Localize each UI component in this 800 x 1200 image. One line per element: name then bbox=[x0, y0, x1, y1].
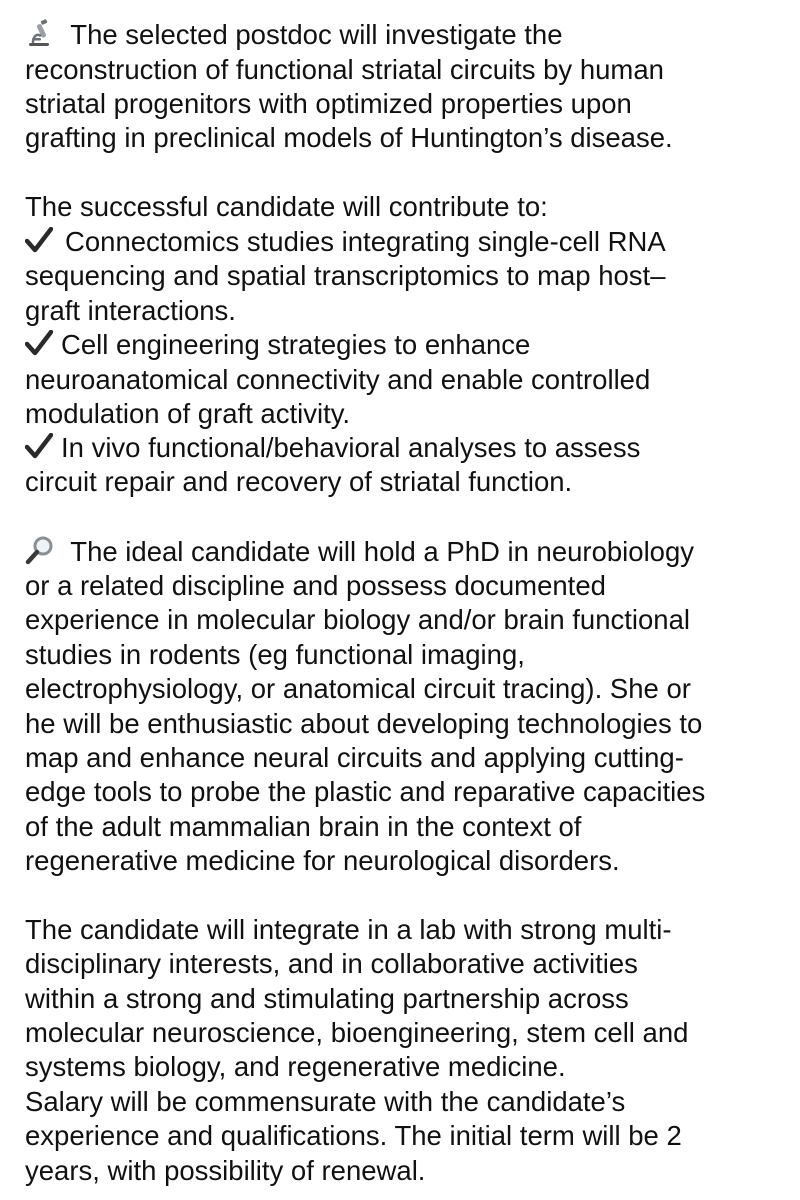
paragraph-line: Salary will be commensurate with the candidate’s bbox=[25, 1086, 626, 1117]
bullet-line: graft interactions. bbox=[25, 295, 236, 326]
bullet-line: circuit repair and recovery of striatal function. bbox=[25, 466, 573, 497]
paragraph-line: The candidate will integrate in a lab with strong multi- bbox=[25, 914, 672, 945]
paragraph-line: within a strong and stimulating partnership across bbox=[25, 983, 629, 1014]
paragraph-line: experience in molecular biology and/or brain functional bbox=[25, 604, 690, 635]
paragraph-text: The selected postdoc will investigate the bbox=[70, 19, 563, 50]
bullet-line bbox=[25, 225, 666, 261]
paragraph-line: The successful candidate will contribute to: bbox=[25, 191, 548, 222]
paragraph-line: edge tools to probe the plastic and reparative capacities bbox=[25, 776, 706, 807]
paragraph-line: map and enhance neural circuits and applying cutting- bbox=[25, 742, 684, 773]
paragraph-line: electrophysiology, or anatomical circuit tracing). She or bbox=[25, 673, 691, 704]
paragraph-line: or a related discipline and possess documented bbox=[25, 570, 606, 601]
bullet-line: modulation of graft activity. bbox=[25, 398, 351, 429]
paragraph-line: reconstruction of functional striatal circuits by human bbox=[25, 54, 664, 85]
bullet-text: Connectomics studies integrating single-cell RNA bbox=[65, 226, 666, 257]
paragraph-line: studies in rodents (eg functional imaging, bbox=[25, 639, 525, 670]
paragraph-line: grafting in preclinical models of Huntington’s disease. bbox=[25, 122, 673, 153]
bullet-line: neuroanatomical connectivity and enable controlled bbox=[25, 364, 651, 395]
paragraph-line bbox=[25, 535, 694, 573]
bullet-text: Cell engineering strategies to enhance bbox=[61, 329, 531, 360]
paragraph-line: disciplinary interests, and in collaborative activities bbox=[25, 948, 638, 979]
paragraph-line: systems biology, and regenerative medicine. bbox=[25, 1051, 566, 1082]
magnifying-glass-icon bbox=[25, 535, 55, 573]
bullet-text: In vivo functional/behavioral analyses to assess bbox=[61, 432, 641, 463]
microscope-icon bbox=[25, 18, 55, 56]
paragraph-line: years, with possibility of renewal. bbox=[25, 1155, 426, 1186]
paragraph-line: striatal progenitors with optimized properties upon bbox=[25, 88, 632, 119]
check-mark-icon bbox=[25, 433, 61, 467]
paragraph-line: of the adult mammalian brain in the context of bbox=[25, 811, 582, 842]
paragraph-line: regenerative medicine for neurological disorders. bbox=[25, 845, 620, 876]
bullet-line: sequencing and spatial transcriptomics to map host– bbox=[25, 260, 666, 291]
bullet-line bbox=[25, 328, 530, 364]
paragraph-line: he will be enthusiastic about developing technologies to bbox=[25, 708, 703, 739]
paragraph-text: The ideal candidate will hold a PhD in neurobiology bbox=[70, 536, 695, 567]
paragraph-line: molecular neuroscience, bioengineering, stem cell and bbox=[25, 1017, 689, 1048]
bullet-line bbox=[25, 431, 640, 467]
check-mark-icon bbox=[25, 330, 61, 364]
paragraph-line bbox=[25, 18, 563, 56]
paragraph-line: experience and qualifications. The initial term will be 2 bbox=[25, 1120, 682, 1151]
check-mark-icon bbox=[25, 227, 65, 261]
